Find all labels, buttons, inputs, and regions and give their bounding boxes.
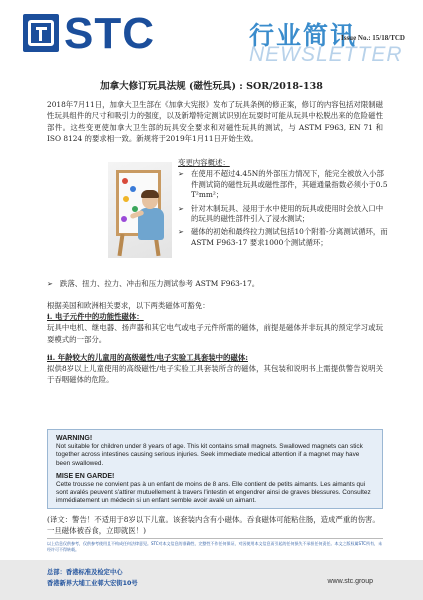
footer-website-link[interactable]: www.stc.group: [327, 578, 373, 585]
list-item: [178, 169, 388, 200]
exemption-i-heading: i. 电子元件中的功能性磁体：: [47, 312, 144, 322]
list-item: [178, 204, 388, 225]
article-title: 加拿大修订玩具法规 (磁性玩具) : SOR/2018-138: [100, 81, 323, 92]
stc-logo-text: STC: [64, 9, 155, 58]
newsletter-header: [0, 0, 423, 78]
warning-title-en: WARNING!: [56, 435, 93, 442]
footer-hq-label: 总部：香港标准及检定中心: [47, 569, 123, 576]
stc-logo-icon: [23, 14, 59, 52]
issue-number: Issue No.: 15/18/TCD: [341, 34, 405, 42]
exemption-i-body: 玩具中电机、继电器、扬声器和其它电气或电子元件所需的磁体，前提是磁体并非玩具的预定学习或玩耍模式的一部分。: [47, 323, 383, 344]
arrow-bullet-icon: ➢: [178, 204, 184, 213]
warning-title-fr: MISE EN GARDE!: [56, 472, 115, 480]
newsletter-title-cn: 行业简讯: [249, 21, 358, 50]
change-item-4: 跌落、扭力、拉力、冲击和压力测试参考 ASTM F963-17。: [60, 279, 260, 288]
warning-body-fr: Cette trousse ne convient pas à un enfant de moins de 8 ans. Elle contient de petits aimants. Les aimants qui sont avalés peuvent s'attirer mutuellement à travers l'intestin et engendrer ainsi de graves blessures. Consultez immédiatement un médecin si un enfant semble avoir avalé un aimant.: [56, 481, 371, 505]
arrow-bullet-icon: ➢: [47, 280, 53, 288]
warning-translation: (译文：警告！不适用于8岁以下儿童。该套装内含有小磁体。吞食磁体可能粘住肠，造成严重的伤害。一旦磁体被吞食，立即就医！): [47, 515, 380, 536]
change-item-3: 磁体的初始和最终拉力测试包括10个附着-分离测试循环，而 ASTM F963-17 要求1000个测试循环；: [191, 227, 388, 247]
arrow-bullet-icon: ➢: [178, 228, 184, 237]
warning-label-box: [47, 429, 383, 509]
list-item: [47, 279, 383, 289]
disclaimer-text: 以上信息仅供参考，仅供参考使用且不构成任何法律意见。STC对本文信息的准确性、完整性不作任何保证，对因使用本文信息而引起的任何损失不承担任何责任。本文之版权属STC所有，未经许可不得转载。: [47, 538, 383, 553]
exemption-ii-body: 拟供8岁以上儿童使用的高级磁性/电子实验工具套装所含的磁体，其包装和说明书上需提供警告说明关于吞咽磁体的危险。: [47, 364, 383, 385]
arrow-bullet-icon: ➢: [178, 170, 184, 179]
exemption-intro: 根据美国和欧洲相关要求，以下两类磁体可豁免：: [47, 301, 210, 310]
page-footer: [0, 558, 423, 600]
intro-paragraph: 2018年7月11日，加拿大卫生部在《加拿大宪报》发布了玩具条例的修正案，修订的内容包括对限制磁性玩具组件的尺寸和吸引力的强度，以及新增特定测试识别在玩耍时可能从玩具中松脱出来的危险磁性部件。这些变更使加拿大卫生部的玩具安全要求和对磁性玩具的测试，与 ASTM F963, EN 71 和 ISO 8124 的要求相一致。新规将于2019年1月11日开始生效。: [47, 100, 383, 144]
warning-body-en: Not suitable for children under 8 years of age. This kit contains small magnets. Swallowed magnets can stick together across intestines causing serious injuries. Seek immediate medical attention if a magnet may have been swallowed.: [56, 443, 363, 467]
changes-intro: 变更内容概述：: [178, 158, 230, 167]
newsletter-title-en: NEWSLETTER: [249, 43, 403, 66]
change-item-1: 在使用不超过4.45N的外部压力情况下，能完全被放入小部件测试筒的磁性玩具或磁性部件，其磁通量指数必须小于0.5 T²mm²；: [191, 169, 388, 200]
child-magnetic-easel-photo: [108, 162, 172, 258]
footer-address: [47, 567, 138, 589]
change-item-2: 针对木制玩具、浸用于水中使用的玩具或使用时会放入口中的玩具的磁性部件引入了浸水测试；: [191, 203, 384, 224]
exemption-ii-heading: ii. 年龄较大的儿童用的高级磁性/电子实验工具套装中的磁体:: [47, 352, 248, 362]
changes-list: [178, 158, 388, 251]
list-item: [178, 227, 388, 248]
exemption-section: [47, 300, 383, 385]
footer-address-line: 香港新界大埔工业邨大宏街10号: [47, 580, 138, 587]
